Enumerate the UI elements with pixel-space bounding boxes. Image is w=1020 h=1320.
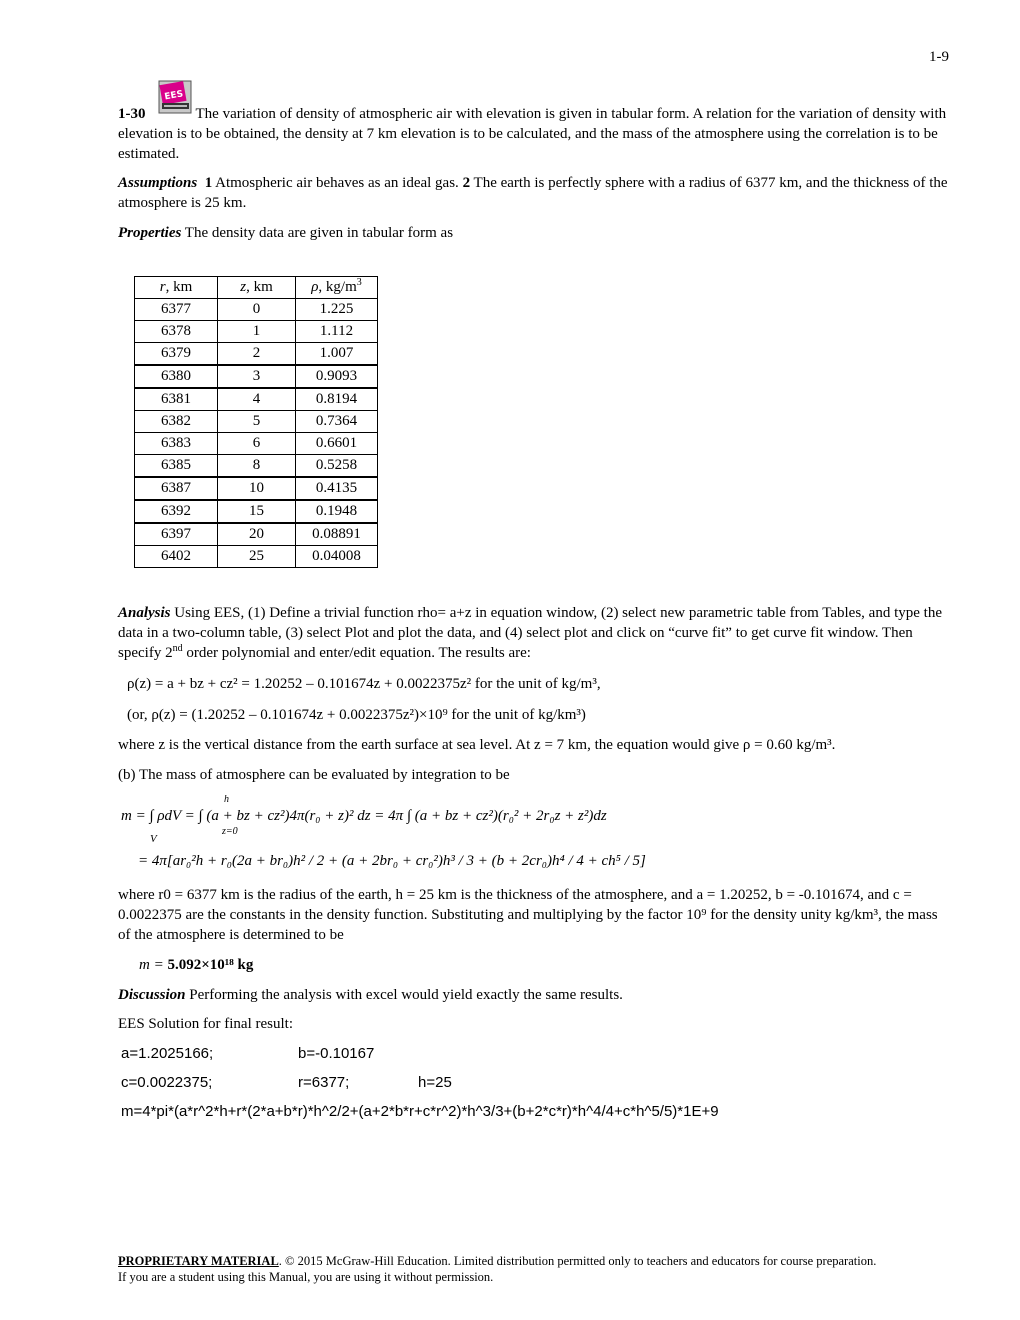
assumptions [118, 173, 950, 213]
table-cell-z: 25 [218, 546, 296, 568]
table-cell-z: 4 [218, 388, 296, 411]
table-cell-rho: 0.6601 [296, 433, 378, 455]
table-cell-z: 5 [218, 411, 296, 433]
properties-heading: Properties [118, 225, 182, 241]
assumptions-heading: Assumptions [118, 175, 198, 191]
table-header-row [135, 277, 378, 299]
col-header-r: r, km [135, 277, 218, 299]
footer-proprietary: PROPRIETARY MATERIAL [118, 1254, 279, 1268]
ees-line1-a: a=1.2025166; [121, 1045, 214, 1062]
table-cell-z: 1 [218, 321, 296, 343]
table-row [135, 321, 378, 343]
table-cell-rho: 0.5258 [296, 455, 378, 478]
table-row [135, 500, 378, 523]
discussion [118, 985, 950, 1005]
result [139, 955, 253, 975]
table-cell-r: 6378 [135, 321, 218, 343]
table-cell-rho: 0.8194 [296, 388, 378, 411]
table-cell-rho: 1.225 [296, 299, 378, 321]
ees-line1-b: b=-0.10167 [298, 1045, 375, 1062]
problem-text: The variation of density of atmospheric air with elevation is given in tabular form. A relation for the variation of density with elevation is to be obtained, the density at 7 km elevation is to be calculated, and the mass of the atmosphere using the correlation is to be estimated. [118, 106, 947, 162]
result-label: m = [139, 957, 168, 973]
table-row [135, 546, 378, 568]
table-cell-r: 6387 [135, 477, 218, 500]
table-cell-z: 6 [218, 433, 296, 455]
table-row [135, 343, 378, 366]
analysis-text-b: order polynomial and enter/edit equation. The results are: [182, 645, 531, 661]
table-cell-r: 6381 [135, 388, 218, 411]
assumption-1-num: 1 [204, 175, 213, 191]
col-header-z: z, km [218, 277, 296, 299]
ees-line3: m=4*pi*(a*r^2*h+r*(2*a+b*r)*h^2/2+(a+2*b*r+c*r^2)*h^3/3+(b+2*c*r)*h^4/4+c*h^5/5)*1E+9 [121, 1103, 719, 1120]
table-cell-r: 6377 [135, 299, 218, 321]
properties [118, 223, 950, 243]
table-cell-r: 6382 [135, 411, 218, 433]
ees-line2-b: r=6377; [298, 1074, 350, 1091]
result-value: 5.092×10¹⁸ kg [167, 957, 254, 973]
table-row [135, 299, 378, 321]
table-cell-r: 6385 [135, 455, 218, 478]
col-header-rho: ρ, $kg/m^3$ [296, 277, 378, 299]
part-b-paragraph: (b) The mass of atmosphere can be evaluated by integration to be [118, 767, 510, 783]
ees-line2-c: h=25 [418, 1074, 452, 1091]
analysis-heading: Analysis [118, 605, 171, 621]
svg-text:EES: EES [163, 89, 185, 103]
integral-equation-2: = 4π[ar₀²h + r₀(2a + br₀)h² / 2 + (a + 2br₀ + cr₀²)h³ / 3 + (b + 2cr₀)h⁴ / 4 + ch⁵ / 5] [138, 853, 646, 869]
table-cell-z: 15 [218, 500, 296, 523]
analysis-text-a: Using EES, (1) Define a trivial function rho= a+z in equation window, (2) select new parametric table from Tables, and type the data in a two-column table, (3) select Plot and plot the data, and (4) select plot and click on “curve fit” to get curve fit window. Then specify 2 [118, 605, 942, 661]
integral-upper-limit-h: h [224, 794, 229, 805]
table-cell-z: 10 [218, 477, 296, 500]
table-cell-rho: 1.007 [296, 343, 378, 366]
table-cell-z: 3 [218, 365, 296, 388]
table-cell-rho: 1.112 [296, 321, 378, 343]
footer-line2: If you are a student using this Manual, you are using it without permission. [118, 1270, 494, 1284]
table-row [135, 477, 378, 500]
integral-lower-limit-v: V [150, 833, 157, 845]
table-cell-rho: 0.08891 [296, 523, 378, 546]
table-row [135, 433, 378, 455]
table-cell-rho: 0.1948 [296, 500, 378, 523]
table-cell-rho: 0.4135 [296, 477, 378, 500]
table-cell-rho: 0.7364 [296, 411, 378, 433]
table-cell-rho: 0.9093 [296, 365, 378, 388]
discussion-heading: Discussion [118, 987, 186, 1003]
table-row [135, 455, 378, 478]
ees-solution-heading: EES Solution for final result: [118, 1016, 293, 1032]
analysis [118, 603, 950, 663]
table-cell-r: 6402 [135, 546, 218, 568]
table-row [135, 388, 378, 411]
page-number: 1-9 [929, 49, 949, 65]
ees-line2-a: c=0.0022375; [121, 1074, 213, 1091]
table-cell-z: 0 [218, 299, 296, 321]
table-cell-z: 8 [218, 455, 296, 478]
table-cell-z: 2 [218, 343, 296, 366]
integral-lower-limit-z: z=0 [222, 826, 238, 837]
table-cell-r: 6379 [135, 343, 218, 366]
density-table [134, 276, 378, 568]
table-cell-r: 6397 [135, 523, 218, 546]
discussion-text: Performing the analysis with excel would yield exactly the same results. [185, 987, 623, 1003]
assumption-2-text: The earth is perfectly sphere with a radius of 6377 km, and the thickness of the atmosphere is 25 km. [118, 175, 948, 211]
properties-text: The density data are given in tabular form as [181, 225, 454, 241]
where-r0-paragraph: where r0 = 6377 km is the radius of the earth, h = 25 km is the thickness of the atmosphere, and a = 1.20252, b = -0.101674, and c = 0.0022375 are the constants in the density function. Substituting and multiplying by the factor 10⁹ for the density unity kg/km³, the mass of the atmosphere is determined to be [118, 887, 938, 943]
assumption-1-text: Atmospheric air behaves as an ideal gas. [212, 175, 463, 191]
problem-statement [118, 104, 950, 164]
problem-number: 1-30 [118, 106, 146, 122]
table-cell-r: 6392 [135, 500, 218, 523]
table-cell-r: 6380 [135, 365, 218, 388]
integral-equation-1: m = ∫ ρdV = ∫ (a + bz + cz²)4π(r₀ + z)² dz = 4π ∫ (a + bz + cz²)(r₀² + 2r₀z + z²)dz [121, 808, 607, 824]
table-row [135, 365, 378, 388]
where-z-paragraph: where z is the vertical distance from the earth surface at sea level. At z = 7 km, the equation would give ρ = 0.60 kg/m³. [118, 737, 836, 753]
table-cell-rho: 0.04008 [296, 546, 378, 568]
equation-density-kgkm3: (or, ρ(z) = (1.20252 – 0.101674z + 0.0022375z²)×10⁹ for the unit of kg/km³) [127, 707, 586, 723]
footer [118, 1253, 958, 1285]
table-cell-z: 20 [218, 523, 296, 546]
table-cell-r: 6383 [135, 433, 218, 455]
table-row [135, 523, 378, 546]
table-row [135, 411, 378, 433]
equation-density-kgm3: ρ(z) = a + bz + cz² = 1.20252 – 0.101674z + 0.0022375z² for the unit of kg/m³, [127, 676, 601, 692]
assumption-2-num: 2 [462, 175, 471, 191]
analysis-sup: nd [172, 643, 183, 654]
footer-line1: . © 2015 McGraw-Hill Education. Limited distribution permitted only to teachers and educators for course preparation. [278, 1254, 877, 1268]
